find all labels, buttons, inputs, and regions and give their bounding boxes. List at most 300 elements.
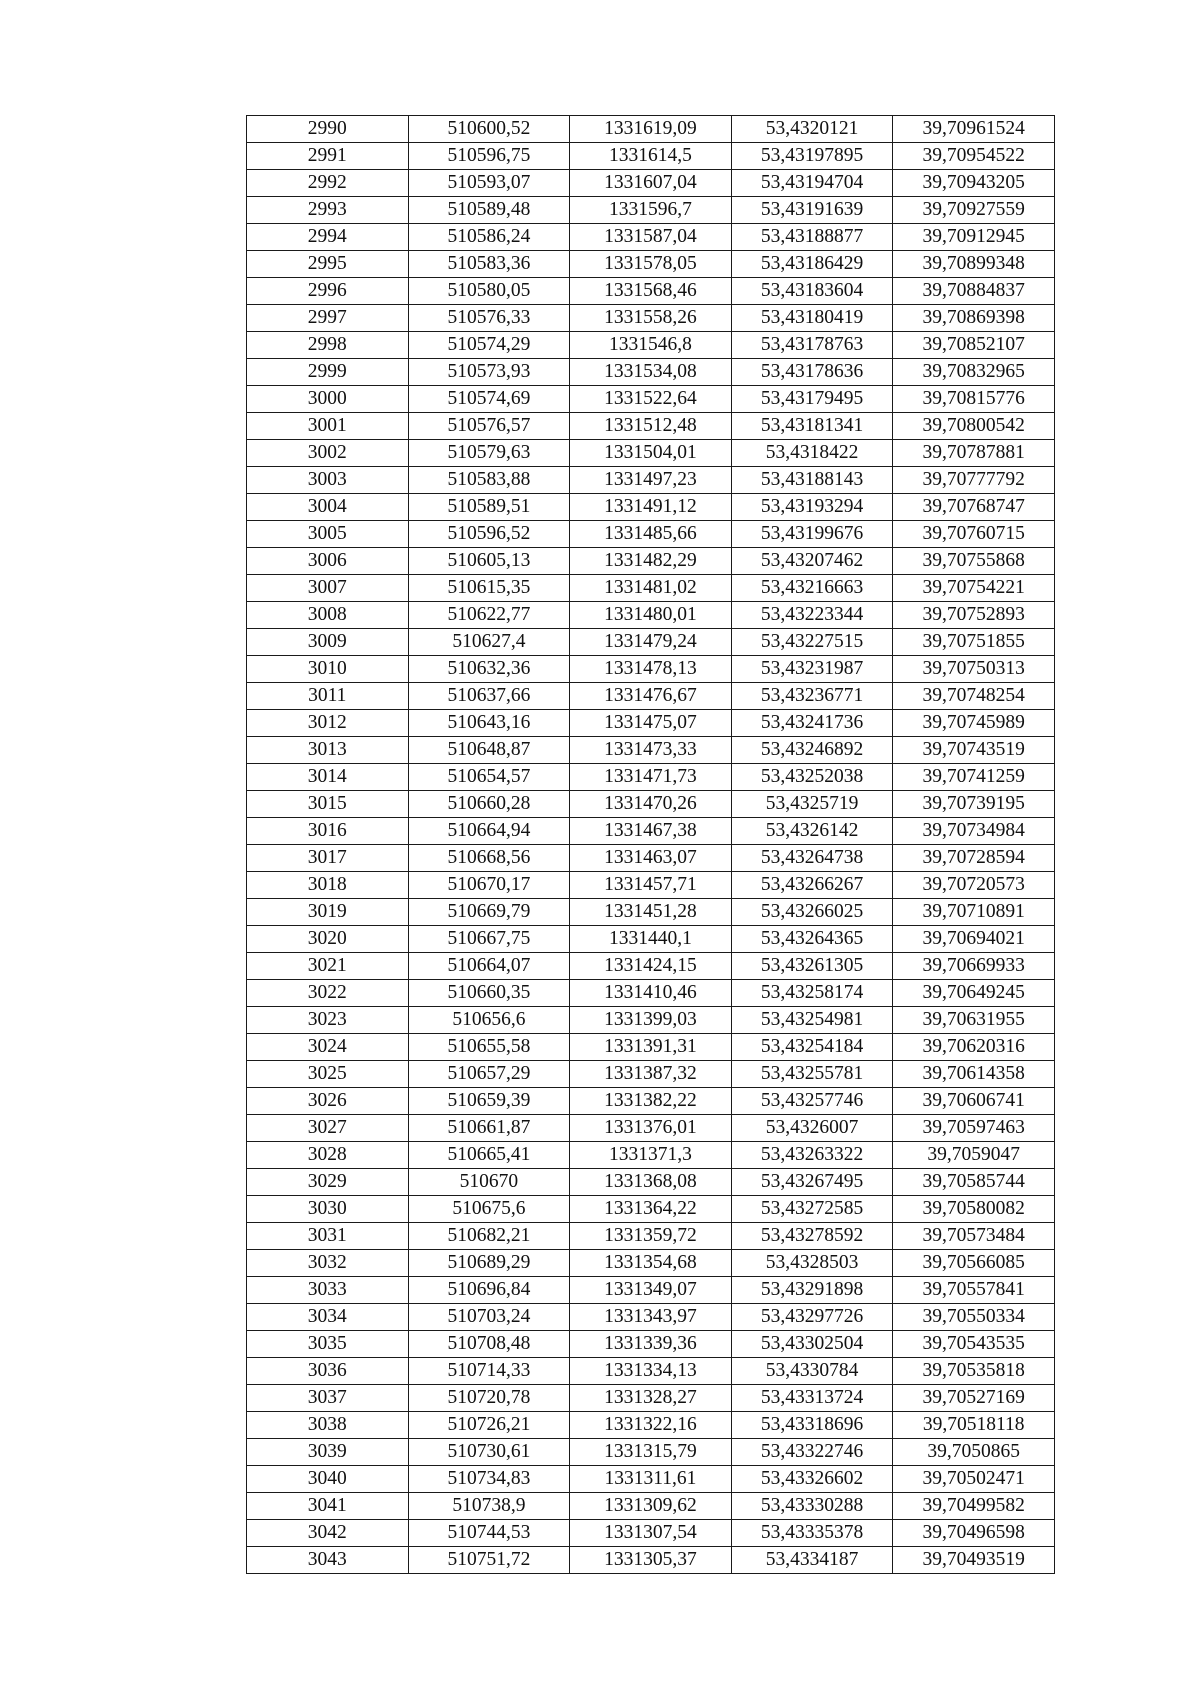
point-number-cell: 3002 bbox=[247, 440, 409, 467]
x-coordinate-cell: 510670 bbox=[408, 1169, 570, 1196]
longitude-cell: 39,70852107 bbox=[893, 332, 1055, 359]
y-coordinate-cell: 1331614,5 bbox=[570, 143, 732, 170]
longitude-cell: 39,70752893 bbox=[893, 602, 1055, 629]
y-coordinate-cell: 1331349,07 bbox=[570, 1277, 732, 1304]
point-number-cell: 3021 bbox=[247, 953, 409, 980]
longitude-cell: 39,70566085 bbox=[893, 1250, 1055, 1277]
latitude-cell: 53,43335378 bbox=[731, 1520, 893, 1547]
point-number-cell: 3003 bbox=[247, 467, 409, 494]
y-coordinate-cell: 1331354,68 bbox=[570, 1250, 732, 1277]
longitude-cell: 39,70557841 bbox=[893, 1277, 1055, 1304]
y-coordinate-cell: 1331478,13 bbox=[570, 656, 732, 683]
point-number-cell: 3011 bbox=[247, 683, 409, 710]
table-row bbox=[247, 467, 1055, 494]
longitude-cell: 39,70535818 bbox=[893, 1358, 1055, 1385]
x-coordinate-cell: 510664,94 bbox=[408, 818, 570, 845]
latitude-cell: 53,43266025 bbox=[731, 899, 893, 926]
longitude-cell: 39,70755868 bbox=[893, 548, 1055, 575]
x-coordinate-cell: 510660,35 bbox=[408, 980, 570, 1007]
y-coordinate-cell: 1331467,38 bbox=[570, 818, 732, 845]
table-row bbox=[247, 413, 1055, 440]
x-coordinate-cell: 510643,16 bbox=[408, 710, 570, 737]
longitude-cell: 39,70649245 bbox=[893, 980, 1055, 1007]
x-coordinate-cell: 510593,07 bbox=[408, 170, 570, 197]
longitude-cell: 39,70710891 bbox=[893, 899, 1055, 926]
latitude-cell: 53,43186429 bbox=[731, 251, 893, 278]
table-row bbox=[247, 197, 1055, 224]
point-number-cell: 3023 bbox=[247, 1007, 409, 1034]
table-row bbox=[247, 575, 1055, 602]
latitude-cell: 53,4334187 bbox=[731, 1547, 893, 1574]
point-number-cell: 2995 bbox=[247, 251, 409, 278]
latitude-cell: 53,43216663 bbox=[731, 575, 893, 602]
table-row bbox=[247, 521, 1055, 548]
x-coordinate-cell: 510583,36 bbox=[408, 251, 570, 278]
x-coordinate-cell: 510668,56 bbox=[408, 845, 570, 872]
latitude-cell: 53,43264738 bbox=[731, 845, 893, 872]
table-row bbox=[247, 305, 1055, 332]
x-coordinate-cell: 510744,53 bbox=[408, 1520, 570, 1547]
point-number-cell: 2992 bbox=[247, 170, 409, 197]
point-number-cell: 3006 bbox=[247, 548, 409, 575]
y-coordinate-cell: 1331315,79 bbox=[570, 1439, 732, 1466]
point-number-cell: 3022 bbox=[247, 980, 409, 1007]
x-coordinate-cell: 510576,33 bbox=[408, 305, 570, 332]
x-coordinate-cell: 510696,84 bbox=[408, 1277, 570, 1304]
latitude-cell: 53,43255781 bbox=[731, 1061, 893, 1088]
latitude-cell: 53,43178763 bbox=[731, 332, 893, 359]
latitude-cell: 53,43178636 bbox=[731, 359, 893, 386]
longitude-cell: 39,70943205 bbox=[893, 170, 1055, 197]
latitude-cell: 53,43197895 bbox=[731, 143, 893, 170]
x-coordinate-cell: 510637,66 bbox=[408, 683, 570, 710]
longitude-cell: 39,70694021 bbox=[893, 926, 1055, 953]
x-coordinate-cell: 510589,48 bbox=[408, 197, 570, 224]
y-coordinate-cell: 1331475,07 bbox=[570, 710, 732, 737]
x-coordinate-cell: 510703,24 bbox=[408, 1304, 570, 1331]
point-number-cell: 2997 bbox=[247, 305, 409, 332]
point-number-cell: 3042 bbox=[247, 1520, 409, 1547]
latitude-cell: 53,43188877 bbox=[731, 224, 893, 251]
y-coordinate-cell: 1331399,03 bbox=[570, 1007, 732, 1034]
y-coordinate-cell: 1331457,71 bbox=[570, 872, 732, 899]
longitude-cell: 39,70743519 bbox=[893, 737, 1055, 764]
latitude-cell: 53,43227515 bbox=[731, 629, 893, 656]
y-coordinate-cell: 1331476,67 bbox=[570, 683, 732, 710]
table-row bbox=[247, 1142, 1055, 1169]
point-number-cell: 3010 bbox=[247, 656, 409, 683]
x-coordinate-cell: 510667,75 bbox=[408, 926, 570, 953]
longitude-cell: 39,70499582 bbox=[893, 1493, 1055, 1520]
table-row bbox=[247, 359, 1055, 386]
y-coordinate-cell: 1331307,54 bbox=[570, 1520, 732, 1547]
coordinates-table-body bbox=[247, 116, 1055, 1574]
y-coordinate-cell: 1331587,04 bbox=[570, 224, 732, 251]
latitude-cell: 53,43236771 bbox=[731, 683, 893, 710]
x-coordinate-cell: 510654,57 bbox=[408, 764, 570, 791]
point-number-cell: 3043 bbox=[247, 1547, 409, 1574]
table-row bbox=[247, 1385, 1055, 1412]
y-coordinate-cell: 1331391,31 bbox=[570, 1034, 732, 1061]
x-coordinate-cell: 510615,35 bbox=[408, 575, 570, 602]
latitude-cell: 53,43188143 bbox=[731, 467, 893, 494]
x-coordinate-cell: 510627,4 bbox=[408, 629, 570, 656]
y-coordinate-cell: 1331481,02 bbox=[570, 575, 732, 602]
latitude-cell: 53,43302504 bbox=[731, 1331, 893, 1358]
table-row bbox=[247, 494, 1055, 521]
point-number-cell: 3004 bbox=[247, 494, 409, 521]
latitude-cell: 53,4330784 bbox=[731, 1358, 893, 1385]
x-coordinate-cell: 510596,52 bbox=[408, 521, 570, 548]
longitude-cell: 39,70954522 bbox=[893, 143, 1055, 170]
latitude-cell: 53,43183604 bbox=[731, 278, 893, 305]
x-coordinate-cell: 510682,21 bbox=[408, 1223, 570, 1250]
x-coordinate-cell: 510669,79 bbox=[408, 899, 570, 926]
latitude-cell: 53,43179495 bbox=[731, 386, 893, 413]
table-row bbox=[247, 1169, 1055, 1196]
longitude-cell: 39,70739195 bbox=[893, 791, 1055, 818]
point-number-cell: 3040 bbox=[247, 1466, 409, 1493]
longitude-cell: 39,70597463 bbox=[893, 1115, 1055, 1142]
table-row bbox=[247, 737, 1055, 764]
table-row bbox=[247, 1250, 1055, 1277]
table-row bbox=[247, 1439, 1055, 1466]
longitude-cell: 39,70614358 bbox=[893, 1061, 1055, 1088]
point-number-cell: 3020 bbox=[247, 926, 409, 953]
longitude-cell: 39,70760715 bbox=[893, 521, 1055, 548]
table-row bbox=[247, 1007, 1055, 1034]
y-coordinate-cell: 1331424,15 bbox=[570, 953, 732, 980]
x-coordinate-cell: 510655,58 bbox=[408, 1034, 570, 1061]
latitude-cell: 53,43297726 bbox=[731, 1304, 893, 1331]
y-coordinate-cell: 1331512,48 bbox=[570, 413, 732, 440]
point-number-cell: 3041 bbox=[247, 1493, 409, 1520]
latitude-cell: 53,4328503 bbox=[731, 1250, 893, 1277]
x-coordinate-cell: 510579,63 bbox=[408, 440, 570, 467]
table-row bbox=[247, 899, 1055, 926]
x-coordinate-cell: 510657,29 bbox=[408, 1061, 570, 1088]
y-coordinate-cell: 1331359,72 bbox=[570, 1223, 732, 1250]
longitude-cell: 39,70493519 bbox=[893, 1547, 1055, 1574]
point-number-cell: 3016 bbox=[247, 818, 409, 845]
longitude-cell: 39,70961524 bbox=[893, 116, 1055, 143]
latitude-cell: 53,4326142 bbox=[731, 818, 893, 845]
y-coordinate-cell: 1331607,04 bbox=[570, 170, 732, 197]
latitude-cell: 53,43264365 bbox=[731, 926, 893, 953]
longitude-cell: 39,70750313 bbox=[893, 656, 1055, 683]
x-coordinate-cell: 510656,6 bbox=[408, 1007, 570, 1034]
longitude-cell: 39,70631955 bbox=[893, 1007, 1055, 1034]
latitude-cell: 53,43252038 bbox=[731, 764, 893, 791]
point-number-cell: 3012 bbox=[247, 710, 409, 737]
longitude-cell: 39,70815776 bbox=[893, 386, 1055, 413]
point-number-cell: 3014 bbox=[247, 764, 409, 791]
table-row bbox=[247, 1034, 1055, 1061]
y-coordinate-cell: 1331596,7 bbox=[570, 197, 732, 224]
y-coordinate-cell: 1331376,01 bbox=[570, 1115, 732, 1142]
y-coordinate-cell: 1331470,26 bbox=[570, 791, 732, 818]
latitude-cell: 53,4325719 bbox=[731, 791, 893, 818]
longitude-cell: 39,70606741 bbox=[893, 1088, 1055, 1115]
table-row bbox=[247, 440, 1055, 467]
table-row bbox=[247, 1061, 1055, 1088]
x-coordinate-cell: 510660,28 bbox=[408, 791, 570, 818]
longitude-cell: 39,70502471 bbox=[893, 1466, 1055, 1493]
longitude-cell: 39,70745989 bbox=[893, 710, 1055, 737]
latitude-cell: 53,43278592 bbox=[731, 1223, 893, 1250]
point-number-cell: 3007 bbox=[247, 575, 409, 602]
x-coordinate-cell: 510589,51 bbox=[408, 494, 570, 521]
y-coordinate-cell: 1331382,22 bbox=[570, 1088, 732, 1115]
point-number-cell: 3029 bbox=[247, 1169, 409, 1196]
latitude-cell: 53,4326007 bbox=[731, 1115, 893, 1142]
point-number-cell: 2990 bbox=[247, 116, 409, 143]
point-number-cell: 3017 bbox=[247, 845, 409, 872]
table-row bbox=[247, 980, 1055, 1007]
x-coordinate-cell: 510730,61 bbox=[408, 1439, 570, 1466]
y-coordinate-cell: 1331410,46 bbox=[570, 980, 732, 1007]
longitude-cell: 39,70550334 bbox=[893, 1304, 1055, 1331]
table-row bbox=[247, 1412, 1055, 1439]
table-row bbox=[247, 1358, 1055, 1385]
y-coordinate-cell: 1331497,23 bbox=[570, 467, 732, 494]
y-coordinate-cell: 1331371,3 bbox=[570, 1142, 732, 1169]
x-coordinate-cell: 510720,78 bbox=[408, 1385, 570, 1412]
longitude-cell: 39,70728594 bbox=[893, 845, 1055, 872]
point-number-cell: 3035 bbox=[247, 1331, 409, 1358]
latitude-cell: 53,43254184 bbox=[731, 1034, 893, 1061]
point-number-cell: 2998 bbox=[247, 332, 409, 359]
latitude-cell: 53,43322746 bbox=[731, 1439, 893, 1466]
latitude-cell: 53,43194704 bbox=[731, 170, 893, 197]
y-coordinate-cell: 1331440,1 bbox=[570, 926, 732, 953]
longitude-cell: 39,70869398 bbox=[893, 305, 1055, 332]
longitude-cell: 39,70832965 bbox=[893, 359, 1055, 386]
latitude-cell: 53,4320121 bbox=[731, 116, 893, 143]
longitude-cell: 39,70620316 bbox=[893, 1034, 1055, 1061]
longitude-cell: 39,70496598 bbox=[893, 1520, 1055, 1547]
longitude-cell: 39,70720573 bbox=[893, 872, 1055, 899]
longitude-cell: 39,70585744 bbox=[893, 1169, 1055, 1196]
coordinates-table bbox=[246, 115, 1055, 1574]
table-row bbox=[247, 332, 1055, 359]
latitude-cell: 53,43180419 bbox=[731, 305, 893, 332]
latitude-cell: 53,43267495 bbox=[731, 1169, 893, 1196]
x-coordinate-cell: 510726,21 bbox=[408, 1412, 570, 1439]
table-row bbox=[247, 656, 1055, 683]
table-row bbox=[247, 1304, 1055, 1331]
latitude-cell: 53,43246892 bbox=[731, 737, 893, 764]
longitude-cell: 39,70669933 bbox=[893, 953, 1055, 980]
y-coordinate-cell: 1331534,08 bbox=[570, 359, 732, 386]
table-row bbox=[247, 710, 1055, 737]
latitude-cell: 53,43181341 bbox=[731, 413, 893, 440]
y-coordinate-cell: 1331485,66 bbox=[570, 521, 732, 548]
x-coordinate-cell: 510605,13 bbox=[408, 548, 570, 575]
table-row bbox=[247, 791, 1055, 818]
longitude-cell: 39,70734984 bbox=[893, 818, 1055, 845]
table-row bbox=[247, 170, 1055, 197]
x-coordinate-cell: 510738,9 bbox=[408, 1493, 570, 1520]
latitude-cell: 53,43257746 bbox=[731, 1088, 893, 1115]
longitude-cell: 39,70787881 bbox=[893, 440, 1055, 467]
longitude-cell: 39,70741259 bbox=[893, 764, 1055, 791]
point-number-cell: 3038 bbox=[247, 1412, 409, 1439]
y-coordinate-cell: 1331619,09 bbox=[570, 116, 732, 143]
point-number-cell: 2993 bbox=[247, 197, 409, 224]
point-number-cell: 3013 bbox=[247, 737, 409, 764]
table-row bbox=[247, 1115, 1055, 1142]
latitude-cell: 53,43254981 bbox=[731, 1007, 893, 1034]
latitude-cell: 53,43261305 bbox=[731, 953, 893, 980]
x-coordinate-cell: 510751,72 bbox=[408, 1547, 570, 1574]
table-row bbox=[247, 386, 1055, 413]
x-coordinate-cell: 510573,93 bbox=[408, 359, 570, 386]
latitude-cell: 53,43231987 bbox=[731, 656, 893, 683]
x-coordinate-cell: 510734,83 bbox=[408, 1466, 570, 1493]
x-coordinate-cell: 510665,41 bbox=[408, 1142, 570, 1169]
table-row bbox=[247, 1493, 1055, 1520]
x-coordinate-cell: 510708,48 bbox=[408, 1331, 570, 1358]
latitude-cell: 53,43258174 bbox=[731, 980, 893, 1007]
y-coordinate-cell: 1331334,13 bbox=[570, 1358, 732, 1385]
y-coordinate-cell: 1331479,24 bbox=[570, 629, 732, 656]
longitude-cell: 39,70899348 bbox=[893, 251, 1055, 278]
y-coordinate-cell: 1331578,05 bbox=[570, 251, 732, 278]
table-row bbox=[247, 1331, 1055, 1358]
point-number-cell: 3009 bbox=[247, 629, 409, 656]
y-coordinate-cell: 1331480,01 bbox=[570, 602, 732, 629]
y-coordinate-cell: 1331368,08 bbox=[570, 1169, 732, 1196]
y-coordinate-cell: 1331463,07 bbox=[570, 845, 732, 872]
point-number-cell: 3034 bbox=[247, 1304, 409, 1331]
x-coordinate-cell: 510648,87 bbox=[408, 737, 570, 764]
y-coordinate-cell: 1331328,27 bbox=[570, 1385, 732, 1412]
longitude-cell: 39,7059047 bbox=[893, 1142, 1055, 1169]
latitude-cell: 53,43199676 bbox=[731, 521, 893, 548]
latitude-cell: 53,43191639 bbox=[731, 197, 893, 224]
x-coordinate-cell: 510664,07 bbox=[408, 953, 570, 980]
table-row bbox=[247, 1520, 1055, 1547]
table-row bbox=[247, 818, 1055, 845]
latitude-cell: 53,43266267 bbox=[731, 872, 893, 899]
point-number-cell: 3033 bbox=[247, 1277, 409, 1304]
y-coordinate-cell: 1331305,37 bbox=[570, 1547, 732, 1574]
point-number-cell: 2991 bbox=[247, 143, 409, 170]
point-number-cell: 3008 bbox=[247, 602, 409, 629]
x-coordinate-cell: 510659,39 bbox=[408, 1088, 570, 1115]
y-coordinate-cell: 1331546,8 bbox=[570, 332, 732, 359]
point-number-cell: 3027 bbox=[247, 1115, 409, 1142]
point-number-cell: 3030 bbox=[247, 1196, 409, 1223]
table-row bbox=[247, 872, 1055, 899]
latitude-cell: 53,43291898 bbox=[731, 1277, 893, 1304]
longitude-cell: 39,70754221 bbox=[893, 575, 1055, 602]
point-number-cell: 3019 bbox=[247, 899, 409, 926]
longitude-cell: 39,70527169 bbox=[893, 1385, 1055, 1412]
y-coordinate-cell: 1331504,01 bbox=[570, 440, 732, 467]
point-number-cell: 3025 bbox=[247, 1061, 409, 1088]
latitude-cell: 53,43193294 bbox=[731, 494, 893, 521]
point-number-cell: 3024 bbox=[247, 1034, 409, 1061]
latitude-cell: 53,43326602 bbox=[731, 1466, 893, 1493]
x-coordinate-cell: 510574,29 bbox=[408, 332, 570, 359]
longitude-cell: 39,70748254 bbox=[893, 683, 1055, 710]
latitude-cell: 53,43330288 bbox=[731, 1493, 893, 1520]
point-number-cell: 2994 bbox=[247, 224, 409, 251]
longitude-cell: 39,7050865 bbox=[893, 1439, 1055, 1466]
point-number-cell: 3018 bbox=[247, 872, 409, 899]
table-row bbox=[247, 926, 1055, 953]
table-row bbox=[247, 1088, 1055, 1115]
x-coordinate-cell: 510576,57 bbox=[408, 413, 570, 440]
x-coordinate-cell: 510586,24 bbox=[408, 224, 570, 251]
y-coordinate-cell: 1331339,36 bbox=[570, 1331, 732, 1358]
x-coordinate-cell: 510661,87 bbox=[408, 1115, 570, 1142]
y-coordinate-cell: 1331343,97 bbox=[570, 1304, 732, 1331]
x-coordinate-cell: 510714,33 bbox=[408, 1358, 570, 1385]
y-coordinate-cell: 1331522,64 bbox=[570, 386, 732, 413]
latitude-cell: 53,43207462 bbox=[731, 548, 893, 575]
longitude-cell: 39,70751855 bbox=[893, 629, 1055, 656]
point-number-cell: 2999 bbox=[247, 359, 409, 386]
y-coordinate-cell: 1331311,61 bbox=[570, 1466, 732, 1493]
point-number-cell: 3036 bbox=[247, 1358, 409, 1385]
longitude-cell: 39,70777792 bbox=[893, 467, 1055, 494]
table-row bbox=[247, 602, 1055, 629]
latitude-cell: 53,43241736 bbox=[731, 710, 893, 737]
point-number-cell: 3032 bbox=[247, 1250, 409, 1277]
point-number-cell: 3031 bbox=[247, 1223, 409, 1250]
y-coordinate-cell: 1331309,62 bbox=[570, 1493, 732, 1520]
point-number-cell: 3037 bbox=[247, 1385, 409, 1412]
table-row bbox=[247, 1223, 1055, 1250]
table-row bbox=[247, 116, 1055, 143]
x-coordinate-cell: 510600,52 bbox=[408, 116, 570, 143]
point-number-cell: 3026 bbox=[247, 1088, 409, 1115]
longitude-cell: 39,70543535 bbox=[893, 1331, 1055, 1358]
longitude-cell: 39,70573484 bbox=[893, 1223, 1055, 1250]
table-row bbox=[247, 1547, 1055, 1574]
longitude-cell: 39,70912945 bbox=[893, 224, 1055, 251]
point-number-cell: 2996 bbox=[247, 278, 409, 305]
y-coordinate-cell: 1331364,22 bbox=[570, 1196, 732, 1223]
table-row bbox=[247, 764, 1055, 791]
latitude-cell: 53,4318422 bbox=[731, 440, 893, 467]
longitude-cell: 39,70800542 bbox=[893, 413, 1055, 440]
point-number-cell: 3000 bbox=[247, 386, 409, 413]
y-coordinate-cell: 1331322,16 bbox=[570, 1412, 732, 1439]
x-coordinate-cell: 510670,17 bbox=[408, 872, 570, 899]
latitude-cell: 53,43318696 bbox=[731, 1412, 893, 1439]
table-row bbox=[247, 143, 1055, 170]
x-coordinate-cell: 510689,29 bbox=[408, 1250, 570, 1277]
table-row bbox=[247, 683, 1055, 710]
y-coordinate-cell: 1331473,33 bbox=[570, 737, 732, 764]
table-row bbox=[247, 953, 1055, 980]
longitude-cell: 39,70768747 bbox=[893, 494, 1055, 521]
table-row bbox=[247, 1277, 1055, 1304]
latitude-cell: 53,43313724 bbox=[731, 1385, 893, 1412]
x-coordinate-cell: 510596,75 bbox=[408, 143, 570, 170]
y-coordinate-cell: 1331451,28 bbox=[570, 899, 732, 926]
table-row bbox=[247, 278, 1055, 305]
longitude-cell: 39,70580082 bbox=[893, 1196, 1055, 1223]
x-coordinate-cell: 510574,69 bbox=[408, 386, 570, 413]
latitude-cell: 53,43272585 bbox=[731, 1196, 893, 1223]
y-coordinate-cell: 1331491,12 bbox=[570, 494, 732, 521]
point-number-cell: 3039 bbox=[247, 1439, 409, 1466]
